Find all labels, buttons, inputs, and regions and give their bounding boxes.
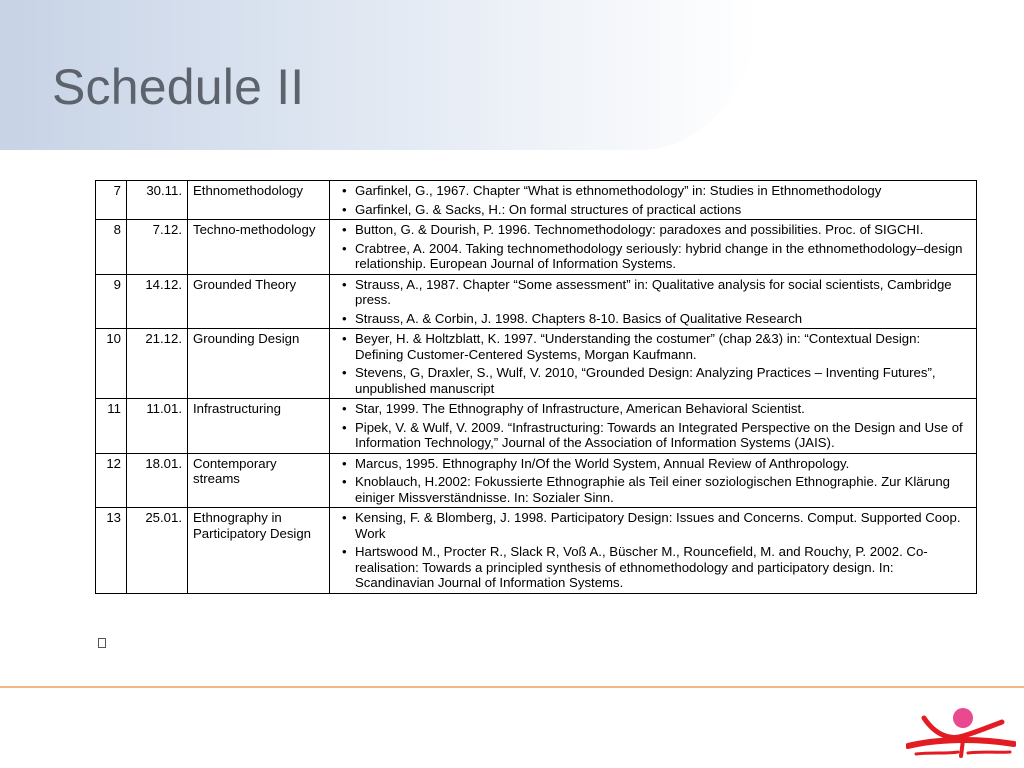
- reference-item: • Knoblauch, H.2002: Fokussierte Ethnographie als Teil einer soziologischen Ethnographie. Zur Klärung einiger Missverständnisse. In: Sozialer Sinn.: [355, 474, 971, 505]
- footer-divider: [0, 686, 1024, 688]
- session-references: [330, 399, 977, 454]
- session-date: 18.01.: [127, 453, 188, 508]
- stick-figure-logo-icon: [906, 706, 1016, 762]
- table-row: [96, 220, 977, 275]
- session-topic: Grounded Theory: [188, 274, 330, 329]
- session-topic: Grounding Design: [188, 329, 330, 399]
- session-number: 12: [96, 453, 127, 508]
- session-date: 30.11.: [127, 181, 188, 220]
- session-date: 7.12.: [127, 220, 188, 275]
- table-row: [96, 508, 977, 594]
- table-row: [96, 274, 977, 329]
- session-number: 8: [96, 220, 127, 275]
- session-number: 13: [96, 508, 127, 594]
- reference-item: • Garfinkel, G., 1967. Chapter “What is ethnomethodology” in: Studies in Ethnomethodology: [355, 183, 971, 199]
- reference-item: • Strauss, A., 1987. Chapter “Some assessment” in: Qualitative analysis for social scientists, Cambridge press.: [355, 277, 971, 308]
- table-row: [96, 399, 977, 454]
- reference-item: • Strauss, A. & Corbin, J. 1998. Chapters 8-10. Basics of Qualitative Research: [355, 311, 971, 327]
- session-topic: Infrastructuring: [188, 399, 330, 454]
- reference-item: • Beyer, H. & Holtzblatt, K. 1997. “Understanding the costumer” (chap 2&3) in: “Contextual Design: Defining Customer-Centered Systems, Morgan Kaufmann.: [355, 331, 971, 362]
- schedule-table: [95, 180, 977, 594]
- session-references: [330, 181, 977, 220]
- session-date: 25.01.: [127, 508, 188, 594]
- session-references: [330, 274, 977, 329]
- session-number: 11: [96, 399, 127, 454]
- reference-item: • Crabtree, A. 2004. Taking technomethodology seriously: hybrid change in the ethnomethodology–design relationship. European Journal of Information Systems.: [355, 241, 971, 272]
- table-row: [96, 181, 977, 220]
- reference-item: • Garfinkel, G. & Sacks, H.: On formal structures of practical actions: [355, 202, 971, 218]
- session-topic: Ethnography in Participatory Design: [188, 508, 330, 594]
- reference-item: • Button, G. & Dourish, P. 1996. Technomethodology: paradoxes and possibilities. Proc. of SIGCHI.: [355, 222, 971, 238]
- reference-item: • Kensing, F. & Blomberg, J. 1998. Participatory Design: Issues and Concerns. Comput. Supported Coop. Work: [355, 510, 971, 541]
- table-row: [96, 453, 977, 508]
- session-number: 10: [96, 329, 127, 399]
- reference-item: • Marcus, 1995. Ethnography In/Of the World System, Annual Review of Anthropology.: [355, 456, 971, 472]
- session-number: 7: [96, 181, 127, 220]
- session-references: [330, 220, 977, 275]
- placeholder-glyph-icon: [98, 638, 106, 648]
- session-date: 21.12.: [127, 329, 188, 399]
- session-references: [330, 453, 977, 508]
- session-topic: Techno-methodology: [188, 220, 330, 275]
- session-topic: Contemporary streams: [188, 453, 330, 508]
- session-topic: Ethnomethodology: [188, 181, 330, 220]
- reference-item: • Star, 1999. The Ethnography of Infrastructure, American Behavioral Scientist.: [355, 401, 971, 417]
- reference-item: • Stevens, G, Draxler, S., Wulf, V. 2010, “Grounded Design: Analyzing Practices – Inventing Futures”, unpublished manuscript: [355, 365, 971, 396]
- table-row: [96, 329, 977, 399]
- reference-item: • Hartswood M., Procter R., Slack R, Voß A., Büscher M., Rouncefield, M. and Rouchy, P. 2002. Co-realisation: Towards a principled synthesis of ethnomethodology and participatory design. In: Scandinavian Journal of Information Systems.: [355, 544, 971, 591]
- session-references: [330, 508, 977, 594]
- session-date: 14.12.: [127, 274, 188, 329]
- reference-item: • Pipek, V. & Wulf, V. 2009. “Infrastructuring: Towards an Integrated Perspective on the Design and Use of Information Technology,” Journal of the Association of Information Systems (JAIS).: [355, 420, 971, 451]
- session-references: [330, 329, 977, 399]
- page-title: Schedule II: [52, 59, 305, 115]
- session-number: 9: [96, 274, 127, 329]
- session-date: 11.01.: [127, 399, 188, 454]
